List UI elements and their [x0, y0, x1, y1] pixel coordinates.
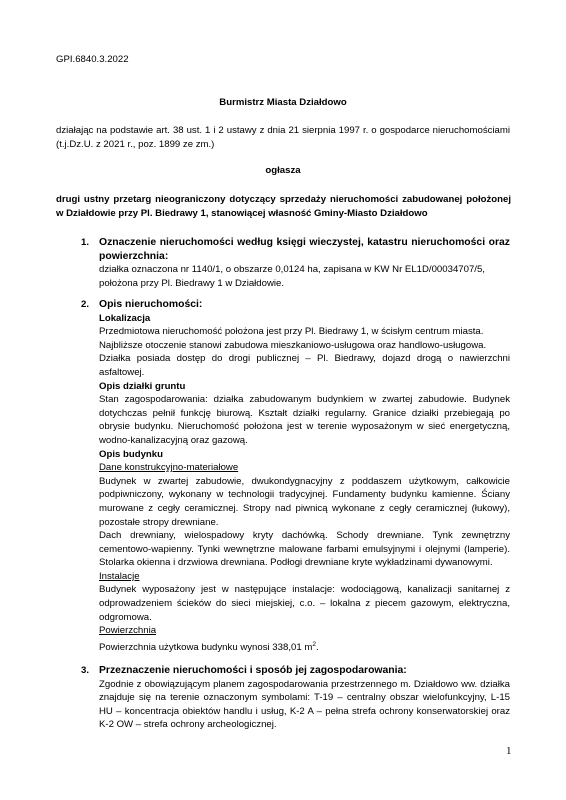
subheading-building: Opis budynku	[99, 448, 163, 460]
paragraph: Działka posiada dostęp do drogi publicznej – Pl. Biedrawy, dojazd drogą o nawierzchni asfaltowej.	[99, 353, 510, 378]
section-title: Opis nieruchomości:	[99, 299, 203, 310]
paragraph: Budynek wyposażony jest w następujące instalacje: wodociągową, kanalizacji sanitarnej z odprowadzeniem ścieków do sieci miejskiej, c.o. – lokalna z piecem gazowym, elektryczna, odgromowa.	[99, 584, 510, 623]
paragraph: Przedmiotowa nieruchomość położona jest przy Pl. Biedrawy 1, w ścisłym centrum miasta.	[99, 326, 484, 338]
page-number: 1	[506, 745, 512, 757]
section-text: działka oznaczona nr 1140/1, o obszarze 0,0124 ha, zapisana w KW Nr EL1D/00034707/5, położona przy Pl. Biedrawy 1 w Działdowie.	[99, 264, 485, 289]
paragraph: Najbliższe otoczenie stanowi zabudowa mieszkaniowo-usługowa oraz handlowo-usługowa.	[99, 339, 487, 351]
area-unit-superscript: 2	[312, 640, 316, 648]
paragraph: Stan zagospodarowania: działka zabudowanym budynkiem w zwartej zabudowie. Budynek dotychczas pełnił funkcję biurową. Kształt działki regularny. Granice działki przebiegają po obrysie budynku. Nieruchomość położona jest w terenie wyposażonym w sieć energetyczną, wodno-kanalizacyjną oraz gazową.	[99, 394, 510, 446]
section-text: Zgodnie z obowiązującym planem zagospodarowania przestrzennego m. Działdowo ww. działka znajduje się na terenie oznaczonym symbolami: T-19 – centralny obszar wielofunkcyjny, L-15 HU – koncentracja obiektów handlu i usług, K-2 A – pełna strefa ochrony konserwatorskiej oraz K-2 OW – strefa ochrony archeologicznej.	[99, 678, 510, 731]
section-number: 2.	[81, 299, 90, 310]
area-end: .	[315, 642, 319, 654]
issuing-authority: Burmistrz Miasta Działdowo	[219, 97, 347, 108]
section-3	[56, 664, 510, 732]
subheading-location: Lokalizacja	[99, 312, 151, 324]
section-number: 3.	[81, 665, 90, 676]
subheading-area: Powierzchnia	[99, 625, 157, 637]
area-text: Powierzchnia użytkowa budynku wynosi 338,01 m	[99, 642, 313, 654]
section-title: Oznaczenie nieruchomości według księgi wieczystej, katastru nieruchomości oraz powierzchnia:	[99, 237, 510, 262]
paragraph: Budynek w zwartej zabudowie, dwukondygnacyjny z poddaszem użytkowym, całkowicie podpiwniczony, wykonany w technologii tradycyjnej. Fundamenty budynku kamienne. Ściany murowane z cegły ceramicznej. Stropy nad piwnicą wykonane z cegły ceramicznej (łukowy), pozostałe stropy drewniane.	[99, 475, 510, 528]
announcement-verb: ogłasza	[265, 165, 301, 176]
section-title: Przeznaczenie nieruchomości i sposób jej zagospodarowania:	[99, 665, 407, 676]
legal-basis: działając na podstawie art. 38 ust. 1 i 2 ustawy z dnia 21 sierpnia 1997 r. o gospodarce nieruchomościami (t.j.Dz.U. z 2021 r., poz. 1899 ze zm.)	[56, 125, 510, 150]
area-paragraph	[99, 638, 510, 655]
tender-subject: drugi ustny przetarg nieograniczony dotyczący sprzedaży nieruchomości zabudowanej położonej w Działdowie przy Pl. Biedrawy 1, stanowiącej własność Gminy-Miasto Działdowo	[56, 194, 511, 219]
subheading-construction: Dane konstrukcyjno-materiałowe	[99, 462, 239, 474]
section-number: 1.	[81, 237, 90, 248]
section-1	[56, 236, 510, 290]
paragraph: Dach drewniany, wielospadowy kryty dachówką. Schody drewniane. Tynk zewnętrzny cementowo-wapienny. Tynki wewnętrzne malowane farbami emulsyjnymi i olejnymi (lamperie). Stolarka okienna i drzwiowa drewniana. Podłogi drewniane kryte wykładzinami dywanowymi.	[99, 530, 510, 569]
subheading-plot: Opis działki gruntu	[99, 380, 186, 392]
subheading-installations: Instalacje	[99, 570, 140, 582]
section-2	[56, 298, 510, 655]
reference-number: GPI.6840.3.2022	[56, 54, 129, 65]
